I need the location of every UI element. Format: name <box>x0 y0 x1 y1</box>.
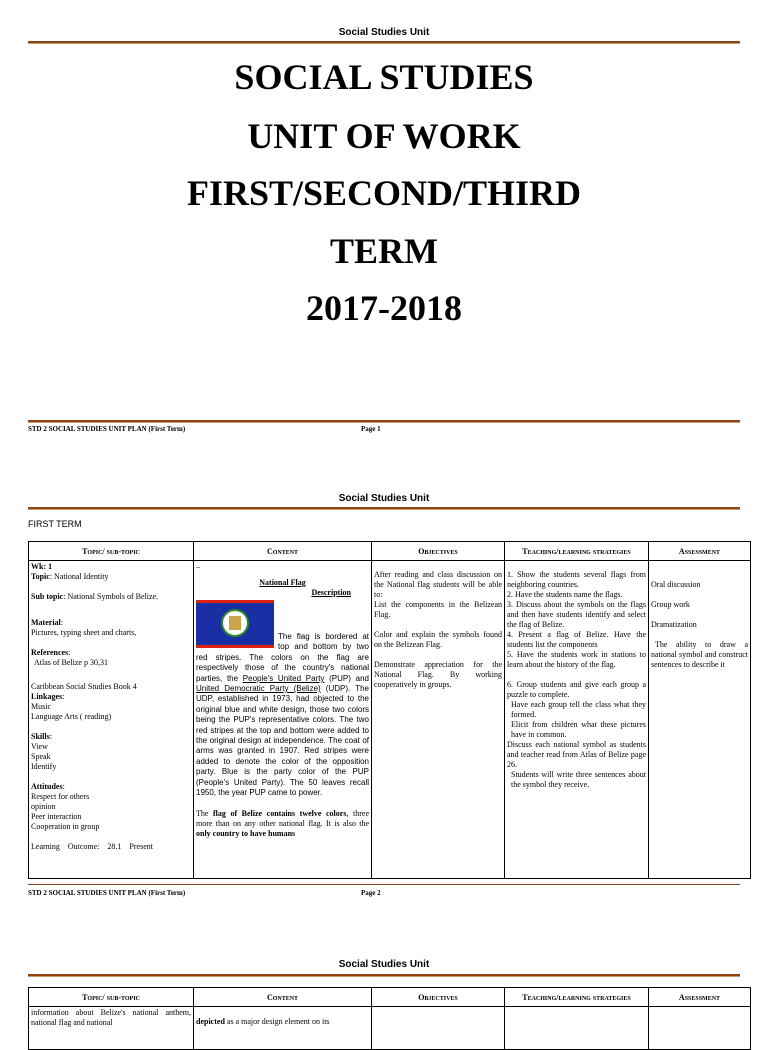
page3-header-rule <box>28 974 740 977</box>
title-line-2: UNIT OF WORK <box>247 116 521 156</box>
col-header-strategies: Teaching/learning strategies <box>505 988 649 1007</box>
page3-header: Social Studies Unit <box>338 959 430 970</box>
strategies-cell <box>505 1007 649 1050</box>
strategy-item: Have each group tell the class what they formed. <box>511 700 646 719</box>
assessment-item: The ability to draw a national symbol and construct sentences to describe it <box>651 640 748 669</box>
strategy-item: 4. Present a flag of Belize. Have the students list the components <box>507 630 646 649</box>
strategy-item: 1. Show the students several flags from neighboring countries. <box>507 570 646 589</box>
linkages-label: Linkages <box>31 692 63 701</box>
strategy-item: 3. Discuss about the symbols on the flags and then have students identify and select the flag of Belize. <box>507 600 646 629</box>
col-header-strategies: Teaching/learning strategies <box>505 542 649 561</box>
col-header-objectives: Objectives <box>372 542 505 561</box>
attitude-item: Peer interaction <box>31 812 82 821</box>
page1-footer-rule <box>28 420 740 423</box>
unit-plan-table-continued <box>28 987 751 1050</box>
page1-footer-left: STD 2 SOCIAL STUDIES UNIT PLAN (First Term) <box>28 425 186 433</box>
assessment-item: Dramatization <box>651 620 697 629</box>
attitude-item: opinion <box>31 802 56 811</box>
strategy-item: 5. Have the students work in stations to learn about the history of the flag. <box>507 650 646 669</box>
linkage-item: Music <box>31 702 51 711</box>
material-value: Pictures, typing sheet and charts, <box>31 628 137 637</box>
flag-colors-paragraph <box>196 809 369 839</box>
unit-plan-table <box>28 541 751 879</box>
strategy-item: Discuss each national symbol as students and teacher read from Atlas of Belize page 26. <box>507 740 646 769</box>
skill-item: View <box>31 742 48 751</box>
flag-desc-text-1: The flag is bordered at top and bottom by two red stripes. The colors on the flag are respectively those of the country's national parties, the <box>196 632 369 683</box>
assessment-item: Oral discussion <box>651 580 701 589</box>
col-header-content: Content <box>194 542 372 561</box>
table-row <box>29 561 751 879</box>
flag-desc-text-3: (UDP). The UDP, established in 1973, had objected to the original blue and white design, those two colors being the PUP's representative colors. The two red stripes at the top and bottom were added to the original design at independence. The coat of arms was granted in 1907. Red stripes were added to denote the color of the opposition party. Blue is the party color of the PUP (People's United Party). The 50 leaves recall 1950, the year PUP came to power. <box>196 684 369 798</box>
col-header-content: Content <box>194 988 372 1007</box>
content-rest: as a major design element on its <box>224 1017 330 1026</box>
page2-header-rule <box>28 507 740 510</box>
belize-flag-image <box>196 600 274 648</box>
strategy-item: 6. Group students and give each group a puzzle to complete. <box>507 680 646 699</box>
title-line-5: 2017-2018 <box>306 288 462 328</box>
strategy-item: Students will write three sentences about the symbol they receive. <box>511 770 646 789</box>
col-header-topic: Topic/ sub-topic <box>29 542 194 561</box>
attitude-item: Respect for others <box>31 792 90 801</box>
page2-footer-page: Page 2 <box>361 889 381 897</box>
title-line-1: SOCIAL STUDIES <box>234 57 534 97</box>
references-value: Atlas of Belize p 30,31 <box>34 658 108 667</box>
udp-link[interactable]: United Democratic Party (Belize) <box>196 684 321 694</box>
skills-label: Skills <box>31 732 50 741</box>
attitude-item: Cooperation in group <box>31 822 100 831</box>
col-header-assessment: Assessment <box>649 542 751 561</box>
table-header-row <box>29 988 751 1007</box>
content-subheading: Description <box>311 588 351 597</box>
flag-desc-text-2: (PUP) and <box>324 673 369 683</box>
title-line-4: TERM <box>330 231 438 271</box>
page1-header-rule <box>28 41 740 44</box>
colors-text-2: , three more than on any other national flag. It is also the <box>196 808 370 828</box>
flag-coat-of-arms <box>229 616 241 630</box>
objective-item: Demonstrate appreciation for the National Flag. By working cooperatively in groups. <box>374 660 502 689</box>
assessment-cell <box>649 1007 751 1050</box>
title-line-3: FIRST/SECOND/THIRD <box>186 173 582 213</box>
content-cell <box>194 1007 372 1050</box>
page2-footer-rule <box>28 884 740 885</box>
term-label: FIRST TERM <box>28 519 82 529</box>
subtopic-value: : National Symbols of Belize. <box>63 592 159 601</box>
content-bold: depicted <box>196 1017 225 1026</box>
topic-value: : National Identity <box>49 572 109 581</box>
objectives-cell <box>372 1007 505 1050</box>
table-row <box>29 1007 751 1050</box>
topic-cell: Wk: 1 Topic: National Identity Sub topic: National Symbols of Belize. Material: Pictures, typing sheet and charts, References: Atlas of Belize p 30,31 Caribbean Social Studies Book 4 Linkages: Music Language Arts ( reading) Skills: View Speak Identify Attitudes: Respect for others opinion Peer interaction Cooperation in group Learning Outcome: 28.1 Present <box>29 561 194 879</box>
content-cell <box>194 561 372 879</box>
skill-item: Identify <box>31 762 57 771</box>
page1-footer-page: Page 1 <box>361 425 381 433</box>
learning-outcome: Learning Outcome: 28.1 Present <box>31 842 153 851</box>
attitudes-label: Attitudes <box>31 782 63 791</box>
content-dash: – <box>196 562 200 571</box>
strategy-item: Elicit from children what these pictures have in common. <box>511 720 646 739</box>
table-header-row <box>29 542 751 561</box>
strategies-cell <box>505 561 649 879</box>
topic-cell: information about Belize's national anthem, national flag and national <box>29 1007 194 1050</box>
objectives-cell <box>372 561 505 879</box>
topic-label: Topic <box>31 572 50 581</box>
reference-book: Caribbean Social Studies Book 4 <box>31 682 137 691</box>
colors-text-1: The <box>196 808 213 818</box>
col-header-topic: Topic/ sub-topic <box>29 988 194 1007</box>
objective-item: Color and explain the symbols found on the Belizean Flag. <box>374 630 502 649</box>
pup-link[interactable]: People's United Party <box>242 673 325 683</box>
content-heading: National Flag <box>259 578 306 587</box>
page1-header: Social Studies Unit <box>338 27 430 38</box>
references-label: References <box>31 648 69 657</box>
colors-text-bold-2: only country to have humans <box>196 828 296 838</box>
objective-intro: After reading and class discussion on the National flag students will be able to: <box>374 570 502 599</box>
objective-item: List the components in the Belizean Flag. <box>374 600 502 619</box>
skill-item: Speak <box>31 752 51 761</box>
strategy-item: 2. Have the students name the flags. <box>507 590 623 599</box>
assessment-item: Group work <box>651 600 690 609</box>
col-header-assessment: Assessment <box>649 988 751 1007</box>
assessment-cell <box>649 561 751 879</box>
subtopic-label: Sub topic <box>31 592 64 601</box>
page2-footer-left: STD 2 SOCIAL STUDIES UNIT PLAN (First Term) <box>28 889 186 897</box>
col-header-objectives: Objectives <box>372 988 505 1007</box>
colors-text-bold: flag of Belize contains twelve colors <box>213 808 347 818</box>
week-label: Wk: 1 <box>31 562 53 571</box>
material-label: Material <box>31 618 61 627</box>
page2-header: Social Studies Unit <box>338 493 430 504</box>
linkage-item: Language Arts ( reading) <box>31 712 112 721</box>
